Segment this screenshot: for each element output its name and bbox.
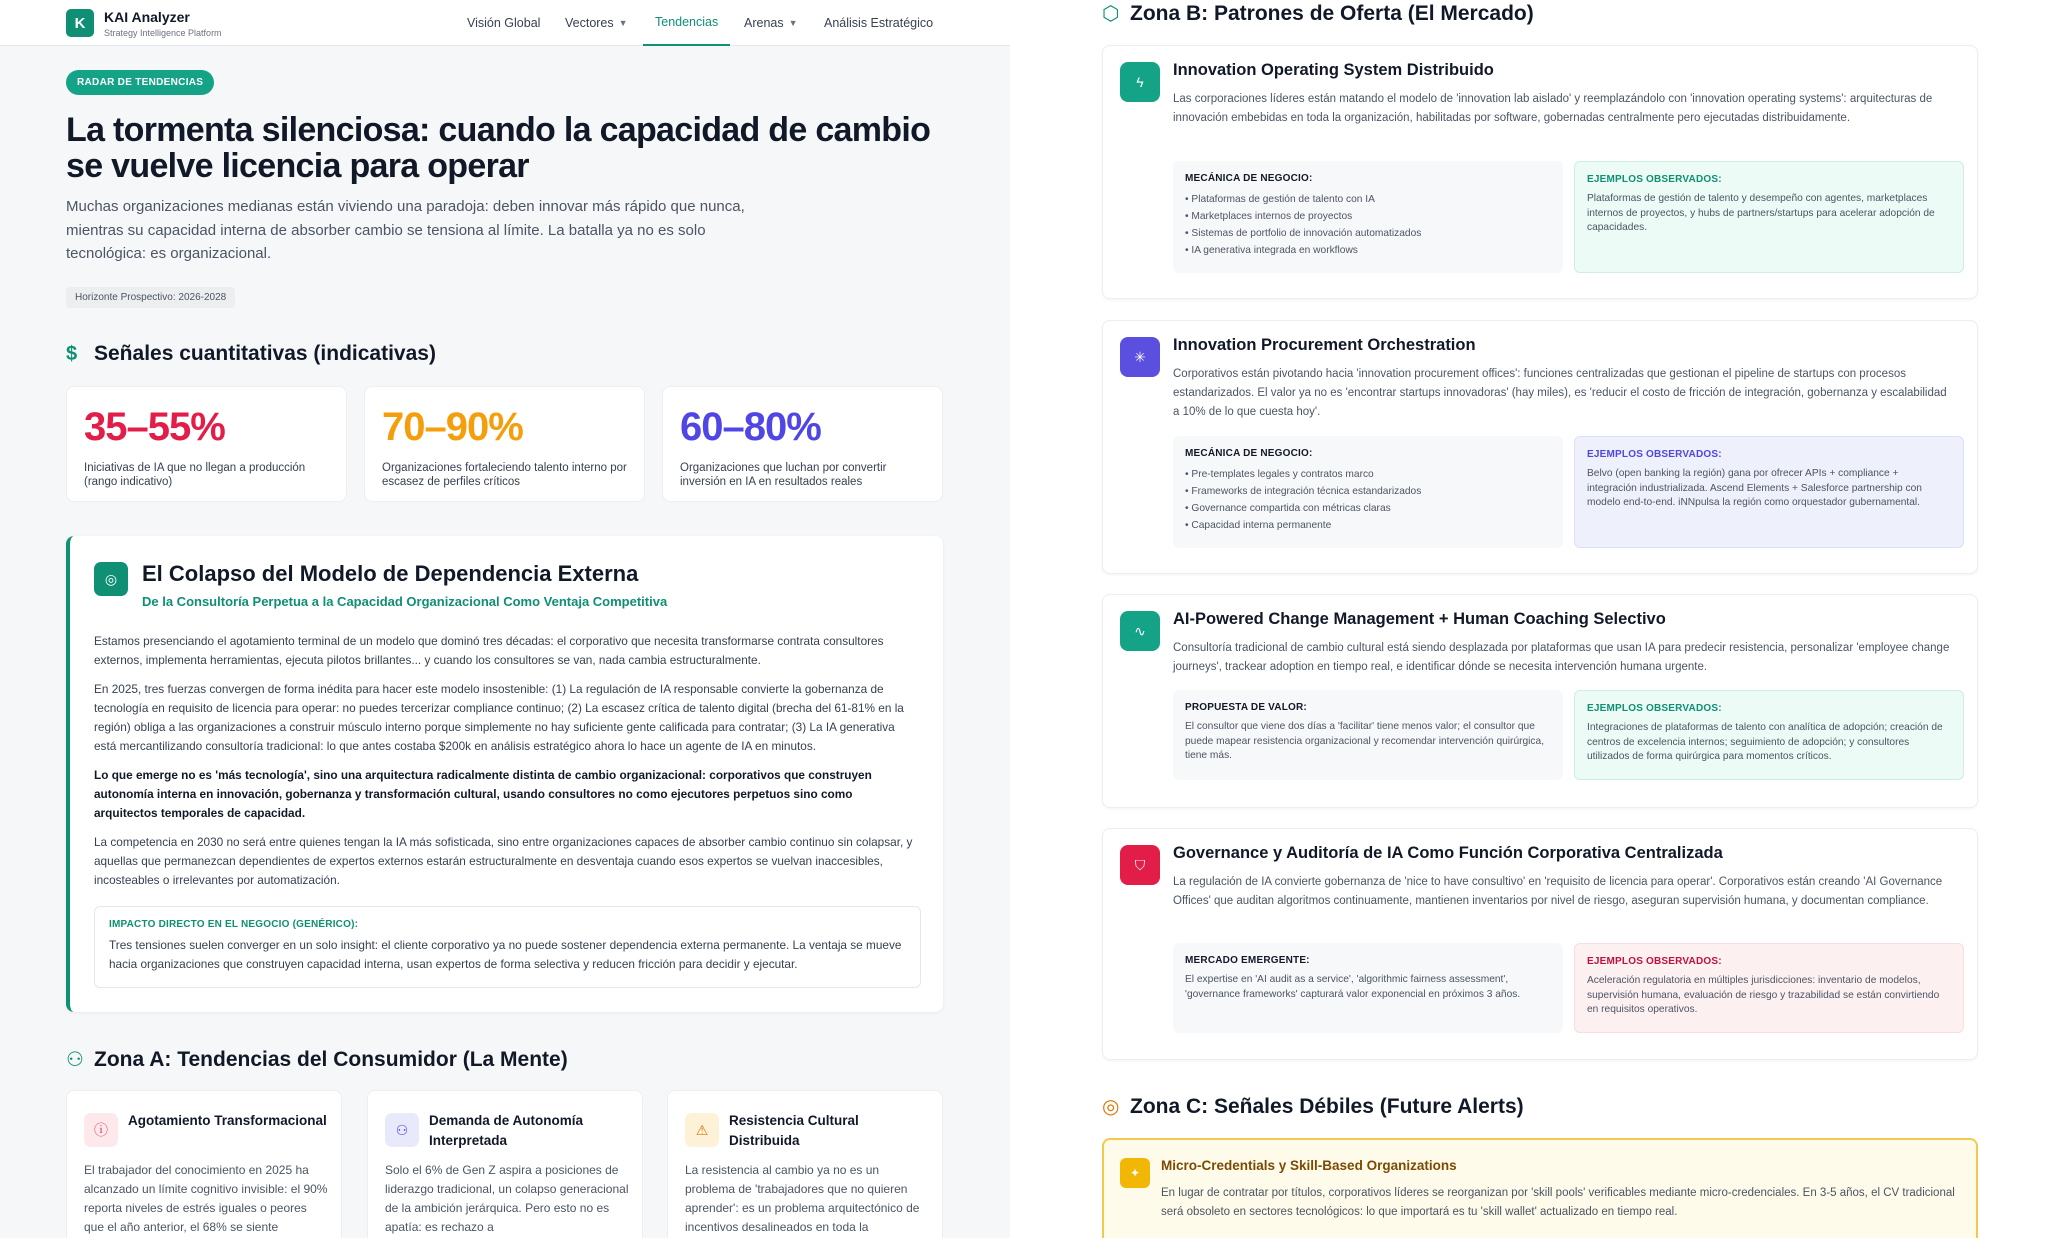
pattern-title: Innovation Procurement Orchestration	[1173, 336, 1476, 354]
list-item: • Marketplaces internos de proyectos	[1185, 208, 1551, 225]
emerging-market-box	[1173, 943, 1563, 1033]
mechanics-list	[1185, 191, 1551, 259]
nav-analisis-estrategico[interactable]: Análisis Estratégico	[824, 16, 934, 30]
insight-title: El Colapso del Modelo de Dependencia Externa	[142, 561, 639, 586]
emerging-market-text: El expertise en 'AI audit as a service', 'algorithmic fairness assessment', 'governance frameworks' capturará valor exponencial en próximos 3 años.	[1185, 974, 1521, 1000]
activity-icon: ∿	[1120, 611, 1160, 651]
examples-text: Plataformas de gestión de talento y desempeño con agentes, marketplaces internos de proyectos, y hubs de partners/startups para acelerar adopción de capacidades.	[1587, 193, 1935, 233]
insight-subtitle: De la Consultoría Perpetua a la Capacidad Organizacional Como Ventaja Competitiva	[142, 594, 668, 609]
zone-a-heading: ⚇ Zona A: Tendencias del Consumidor (La Mente)	[66, 1047, 568, 1071]
mechanics-box	[1173, 436, 1563, 548]
shield-icon: ⛉	[1120, 845, 1160, 885]
dollar-icon: $	[66, 342, 78, 365]
pattern-description: La regulación de IA convierte gobernanza de 'nice to have consultivo' en 'requisito de licencia para operar'. Corporativos están creando 'AI Governance Offices' que auditan algoritmos continuamente, mantienen inventarios por nivel de riesgo, aseguran supervisión humana, y documentan compliance.	[1173, 876, 1943, 907]
insight-body	[94, 632, 919, 900]
stat-value: 60–80%	[680, 405, 821, 449]
examples-box	[1574, 690, 1964, 780]
examples-heading: EJEMPLOS OBSERVADOS:	[1587, 703, 1722, 714]
trend-body: Solo el 6% de Gen Z aspira a posiciones de liderazgo tradicional, un colapso generacional de la ambición jerárquica. Pero esto no es apatía: es rechazo a	[385, 1163, 629, 1234]
mechanics-list	[1185, 466, 1551, 534]
asterisk-icon: ✳	[1120, 337, 1160, 377]
stat-label: Organizaciones que luchan por convertir inversión en IA en resultados reales	[680, 462, 887, 488]
examples-box	[1574, 436, 1964, 548]
trend-title: Agotamiento Transformacional	[128, 1113, 327, 1128]
weak-signal-card[interactable]	[1102, 1138, 1978, 1238]
consumer-trend-card[interactable]	[367, 1090, 643, 1238]
examples-heading: EJEMPLOS OBSERVADOS:	[1587, 174, 1722, 185]
trend-body: La resistencia al cambio ya no es un problema de 'trabajadores que no quieren aprender': es un problema arquitectónico de incentivos desalineados en toda la	[685, 1163, 920, 1234]
offer-pattern-card[interactable]	[1102, 828, 1978, 1060]
top-navbar	[0, 0, 1010, 46]
mechanics-heading: MECÁNICA DE NEGOCIO:	[1185, 448, 1313, 459]
mechanics-heading: MECÁNICA DE NEGOCIO:	[1185, 173, 1313, 184]
offer-pattern-card[interactable]	[1102, 320, 1978, 574]
stat-card	[364, 386, 645, 502]
stat-value: 35–55%	[84, 405, 225, 449]
impact-box	[94, 906, 921, 988]
page-description: Muchas organizaciones medianas están viviendo una paradoja: deben innovar más rápido que nunca, mientras su capacidad interna de absorber cambio se tensiona al límite. La batalla ya no es solo tecnológica: es organizacional.	[66, 198, 745, 262]
chevron-down-icon: ▼	[788, 18, 798, 28]
value-proposition-box	[1173, 690, 1563, 780]
value-proposition-heading: PROPUESTA DE VALOR:	[1185, 702, 1307, 713]
examples-heading: EJEMPLOS OBSERVADOS:	[1587, 956, 1722, 967]
stat-card	[662, 386, 943, 502]
trend-title: Demanda de Autonomía Interpretada	[429, 1113, 584, 1148]
app-subtitle: Strategy Intelligence Platform	[104, 28, 222, 38]
app-logo-icon[interactable]: K	[66, 9, 94, 37]
signal-title: Micro-Credentials y Skill-Based Organizations	[1161, 1158, 1457, 1173]
signals-heading: $ Señales cuantitativas (indicativas)	[66, 342, 436, 365]
users-icon: ⚇	[385, 1113, 419, 1147]
alert-circle-icon: ⓘ	[84, 1113, 118, 1147]
target-icon: ◎	[1102, 1096, 1120, 1118]
examples-text: Aceleración regulatoria en múltiples jurisdicciones: inventario de modelos, supervisión humana, evaluación de riesgo y trazabilidad se están convirtiendo en requisitos operativos.	[1587, 975, 1940, 1015]
right-panel	[1010, 0, 2045, 1238]
examples-box	[1574, 943, 1964, 1033]
list-item: • Governance compartida con métricas claras	[1185, 500, 1551, 517]
insight-paragraph: Estamos presenciando el agotamiento terminal de un modelo que dominó tres décadas: el corporativo que necesita transformarse contrata consultores externos, implementa herramientas, ejecuta pilotos brillantes... y cuando los consultores se van, nada cambia estructuralmente.	[94, 634, 884, 667]
impact-text: Tres tensiones suelen converger en un solo insight: el cliente corporativo ya no puede sostener dependencia externa permanente. La ventaja se mueve hacia organizaciones que construyen capacidad interna, usan expertos de forma selectiva y reducen fricción para decidir y ejecutar.	[109, 938, 902, 971]
trend-title: Resistencia Cultural Distribuida	[729, 1113, 859, 1148]
stat-card	[66, 386, 347, 502]
bolt-icon: ϟ	[1120, 62, 1160, 102]
lightbulb-icon: ✦	[1120, 1158, 1150, 1188]
pattern-description: Las corporaciones líderes están matando el modelo de 'innovation lab aislado' y reemplazándolo con 'innovation operating systems': arquitecturas de innovación embebidas en toda la organización, habilitadas por software, gobernadas centralmente pero ejecutadas distribuidamente.	[1173, 93, 1933, 124]
horizon-tag: Horizonte Prospectivo: 2026-2028	[66, 287, 235, 308]
insight-paragraph: La competencia en 2030 no será entre quienes tengan la IA más sofisticada, sino entre organizaciones capaces de absorber cambio continuo sin colapsar, y aquellas que permanezcan dependientes de expertos externos estarán estructuralmente en desventaja cuando esos expertos se vuelvan inaccesibles, incosteables o irrelevantes por automatización.	[94, 835, 913, 887]
stat-label: Iniciativas de IA que no llegan a producción (rango indicativo)	[84, 462, 306, 488]
list-item: • Capacidad interna permanente	[1185, 517, 1551, 534]
pattern-title: Innovation Operating System Distribuido	[1173, 61, 1494, 79]
value-proposition-text: El consultor que viene dos días a 'facilitar' tiene menos valor; el consultor que puede mapear resistencia organizacional y recomendar intervención quirúrgica, tiene más.	[1185, 721, 1545, 761]
trend-radar-badge: RADAR DE TENDENCIAS	[66, 70, 214, 95]
nav-tendencias[interactable]: Tendencias	[643, 0, 730, 46]
emerging-market-heading: MERCADO EMERGENTE:	[1185, 955, 1310, 966]
page-title: La tormenta silenciosa: cuando la capacidad de cambio se vuelve licencia para operar	[66, 111, 931, 185]
zone-c-heading: ◎ Zona C: Señales Débiles (Future Alerts)	[1102, 1094, 1524, 1118]
signal-description: En lugar de contratar por títulos, corporativos líderes se reorganizan por 'skill pools' verificables mediante micro-credenciales. En 3-5 años, el CV tradicional será obsoleto en sectores tecnológicos: lo que importará es tu 'skill wallet' actualizado en tiempo real.	[1161, 1187, 1955, 1218]
examples-heading: EJEMPLOS OBSERVADOS:	[1587, 449, 1722, 460]
mechanics-box	[1173, 161, 1563, 273]
examples-text: Belvo (open banking la región) gana por ofrecer APIs + compliance + integración industrializada. Ascend Elements + Salesforce partnership con modelo end-to-end. iNNpulsa la región como orquestador gubernamental.	[1587, 468, 1922, 508]
examples-box	[1574, 161, 1964, 273]
consumer-trend-card[interactable]	[66, 1090, 342, 1238]
nav-arenas[interactable]: Arenas ▼	[744, 16, 798, 30]
collapse-insight-card	[66, 536, 943, 1012]
stat-value: 70–90%	[382, 405, 523, 449]
users-icon: ⚇	[66, 1049, 84, 1071]
trend-body: El trabajador del conocimiento en 2025 ha alcanzado un límite cognitivo invisible: el 90% reporta niveles de estrés iguales o peores que el año anterior, el 68% se siente	[84, 1163, 328, 1234]
insight-paragraph: Lo que emerge no es 'más tecnología', sino una arquitectura radicalmente distinta de cambio organizacional: corporativos que construyen autonomía interna en innovación, gobernanza y transformación cultural, usando consultores no como ejecutores perpetuos sino como arquitectos temporales de capacidad.	[94, 768, 872, 820]
pattern-description: Consultoría tradicional de cambio cultural está siendo desplazada por plataformas que usan IA para predecir resistencia, personalizar 'employee change journeys', trackear adoption en tiempo real, e identificar dónde se necesita intervención humana urgente.	[1173, 642, 1950, 673]
list-item: • IA generativa integrada en workflows	[1185, 242, 1551, 259]
insight-paragraph: En 2025, tres fuerzas convergen de forma inédita para hacer este modelo insostenible: (1) La regulación de IA responsable convierte la gobernanza de tecnología en requisito de licencia para operar: no puedes tercerizar compliance continuo; (2) La escasez crítica de talento digital (brecha del 61-81% en la región) obliga a las organizaciones a construir músculo interno porque simplemente no hay suficiente gente calificada para contratar; (3) La IA generativa está mercantilizando consultoría tradicional: lo que antes costaba $200k en análisis estratégico ahora lo hace un agente de IA en minutos.	[94, 682, 904, 753]
nav-vision-global[interactable]: Visión Global	[467, 16, 541, 30]
consumer-trend-card[interactable]	[667, 1090, 943, 1238]
pattern-title: Governance y Auditoría de IA Como Función Corporativa Centralizada	[1173, 844, 1723, 862]
warning-icon: ⚠	[685, 1113, 719, 1147]
left-panel	[0, 0, 1010, 1238]
impact-heading: IMPACTO DIRECTO EN EL NEGOCIO (GENÉRICO):	[109, 919, 359, 930]
stat-label: Organizaciones fortaleciendo talento interno por escasez de perfiles críticos	[382, 462, 627, 488]
list-item: • Pre-templates legales y contratos marco	[1185, 466, 1551, 483]
list-item: • Frameworks de integración técnica estandarizados	[1185, 483, 1551, 500]
list-item: • Sistemas de portfolio de innovación automatizados	[1185, 225, 1551, 242]
list-item: • Plataformas de gestión de talento con IA	[1185, 191, 1551, 208]
zone-b-heading: ⬡ Zona B: Patrones de Oferta (El Mercado)	[1102, 1, 1534, 25]
offer-pattern-card[interactable]	[1102, 45, 1978, 299]
examples-text: Integraciones de plataformas de talento con analítica de adopción; creación de centros de excelencia internos; seguimiento de adopción; y consultores utilizados de forma quirúrgica para momentos críticos.	[1587, 722, 1943, 762]
pattern-title: AI-Powered Change Management + Human Coaching Selectivo	[1173, 610, 1666, 628]
chevron-down-icon: ▼	[618, 18, 628, 28]
target-icon: ◎	[94, 562, 128, 596]
pattern-description: Corporativos están pivotando hacia 'innovation procurement offices': funciones centralizadas que gestionan el pipeline de startups con procesos estandarizados. El valor ya no es 'encontrar startups innovadoras' (hay miles), es 'reducir el costo de fricción de integración, gobernanza y escalabilidad a 10% de lo que cuesta hoy'.	[1173, 368, 1947, 418]
offer-pattern-card[interactable]	[1102, 594, 1978, 808]
cube-icon: ⬡	[1102, 3, 1120, 25]
nav-vectores[interactable]: Vectores ▼	[565, 16, 628, 30]
app-name[interactable]: KAI Analyzer	[104, 9, 190, 25]
